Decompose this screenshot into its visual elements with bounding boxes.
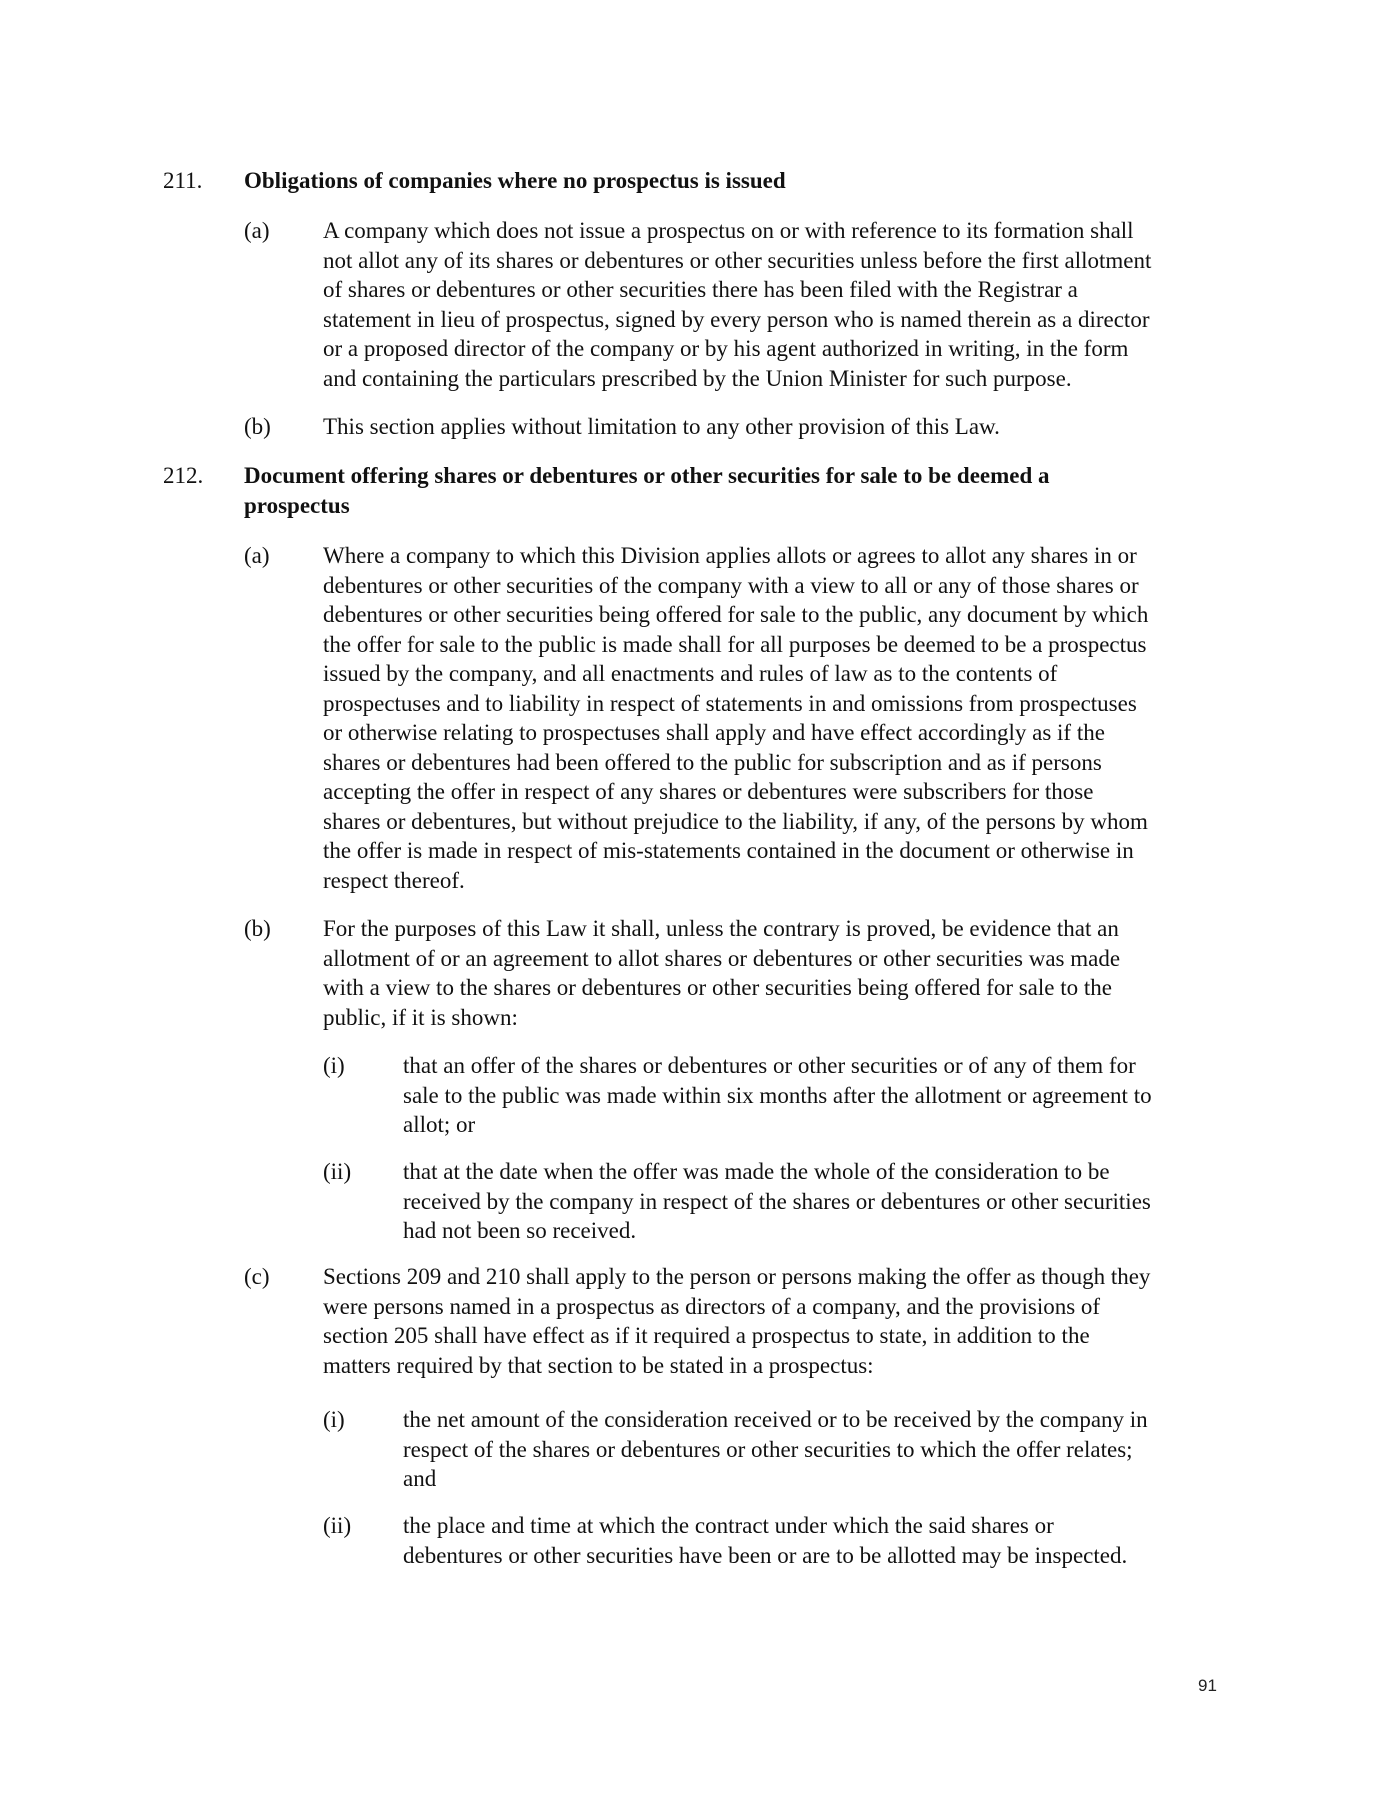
subclause-label: (i) [323, 1407, 345, 1432]
subclause-text: the net amount of the consideration received or to be received by the company in respect of the shares or debentures or other securities to which the offer relates; and [403, 1407, 1148, 1491]
clause-text: This section applies without limitation to any other provision of this Law. [323, 414, 1000, 439]
subclause-text: that at the date when the offer was made the whole of the consideration to be received by the company in respect of the shares or debentures or other securities had not been so received. [403, 1159, 1151, 1243]
section-number: 211. [163, 168, 203, 193]
subclause-label: (ii) [323, 1159, 352, 1184]
page-number: 91 [1198, 1676, 1217, 1695]
clause-label: (c) [244, 1264, 270, 1289]
clause-text: For the purposes of this Law it shall, unless the contrary is proved, be evidence that an allotment of or an agreement to allot shares or debentures or other securities was made with a view to the shares or debentures or other securities being offered for sale to the public, if it is shown: [323, 916, 1121, 1030]
clause-label: (b) [244, 414, 271, 439]
section-heading: Obligations of companies where no prospectus is issued [244, 168, 786, 193]
section-heading: Document offering shares or debentures or other securities for sale to be deemed a prospectus [244, 463, 1050, 518]
section-number: 212. [163, 463, 204, 488]
clause-text: Where a company to which this Division applies allots or agrees to allot any shares in or debentures or other securities of the company with a view to all or any of those shares or debentures or other securities being offered for sale to the public, any document by which the offer for sale to the public is made shall for all purposes be deemed to be a prospectus issued by the company, and all enactments and rules of law as to the contents of prospectuses and to liability in respect of statements in and omissions from prospectuses or otherwise relating to prospectuses shall apply and have effect accordingly as if the shares or debentures had been offered to the public for subscription and as if persons accepting the offer in respect of any shares or debentures were subscribers for those shares or debentures, but without prejudice to the liability, if any, of the persons by whom the offer is made in respect of mis-statements contained in the document or otherwise in respect thereof. [323, 543, 1149, 893]
clause-label: (b) [244, 916, 271, 941]
clause-text: Sections 209 and 210 shall apply to the person or persons making the offer as though they were persons named in a prospectus as directors of a company, and the provisions of section 205 shall have effect as if it required a prospectus to state, in addition to the matters required by that section to be stated in a prospectus: [323, 1264, 1151, 1378]
subclause-text: that an offer of the shares or debentures or other securities or of any of them for sale to the public was made within six months after the allotment or agreement to allot; or [403, 1053, 1152, 1137]
subclause-label: (ii) [323, 1513, 352, 1538]
subclause-label: (i) [323, 1053, 345, 1078]
clause-text: A company which does not issue a prospectus on or with reference to its formation shall not allot any of its shares or debentures or other securities unless before the first allotment of shares or debentures or other securities there has been filed with the Registrar a statement in lieu of prospectus, signed by every person who is named therein as a director or a proposed director of the company or by his agent authorized in writing, in the form and containing the particulars prescribed by the Union Minister for such purpose. [323, 218, 1152, 391]
clause-label: (a) [244, 218, 270, 243]
clause-label: (a) [244, 543, 270, 568]
subclause-text: the place and time at which the contract under which the said shares or debentures or other securities have been or are to be allotted may be inspected. [403, 1513, 1128, 1568]
